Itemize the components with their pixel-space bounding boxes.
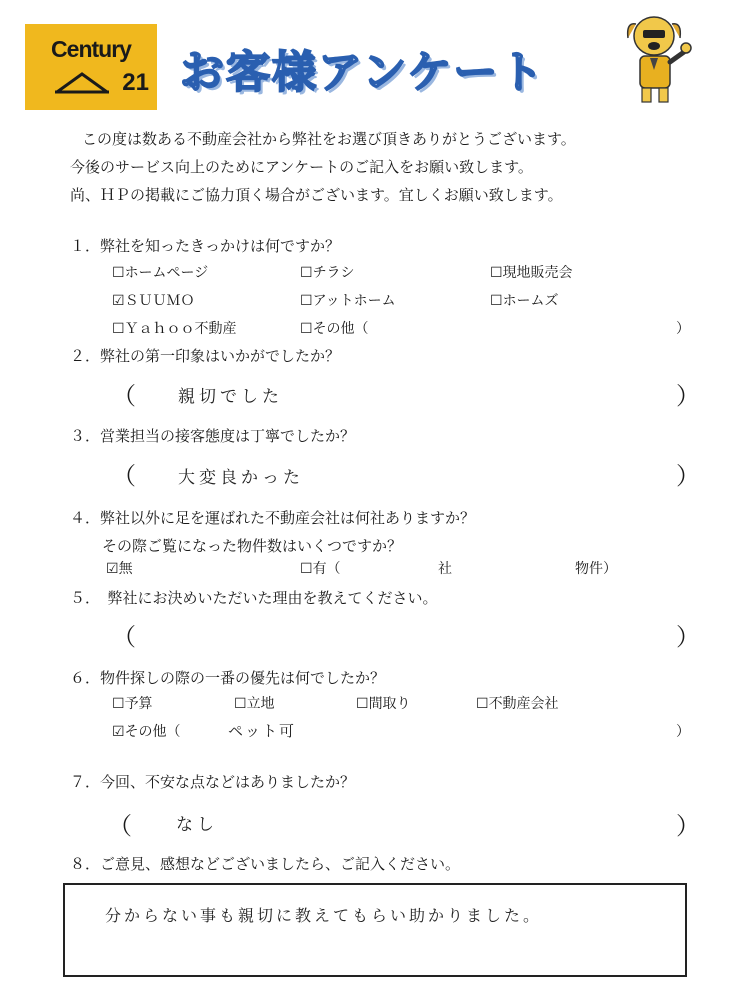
intro-line-2: 今後のサービス向上のためにアンケートのご記入をお願い致します。 xyxy=(70,158,533,176)
option-label: 立地 xyxy=(246,696,275,712)
q2-answer[interactable]: 親切でした xyxy=(178,387,283,407)
q1-option-athome[interactable] xyxy=(300,290,396,310)
option-label: その他（ xyxy=(124,724,181,740)
question-8: ８．ご意見、感想などございましたら、ご記入ください。 xyxy=(70,855,461,873)
q1-option-suumo[interactable] xyxy=(112,290,195,310)
checkbox[interactable]: ☐ xyxy=(234,696,247,712)
q7-answer[interactable]: なし xyxy=(176,815,218,835)
option-label: チラシ xyxy=(312,265,355,281)
question-5: ５． 弊社にお決めいただいた理由を教えてください。 xyxy=(70,589,438,607)
q4-option-yes[interactable] xyxy=(300,558,341,578)
checkbox[interactable]: ☐ xyxy=(300,561,313,577)
q6-other-close-paren: ） xyxy=(676,724,690,740)
option-label: ＳＵＵＭＯ xyxy=(124,293,195,309)
option-label: 間取り xyxy=(368,696,411,712)
q6-option-agency[interactable] xyxy=(476,693,559,713)
q1-option-yahoo[interactable] xyxy=(112,318,237,338)
option-label: 無 xyxy=(118,561,133,577)
question-3: ３．営業担当の接客態度は丁寧でしたか？ xyxy=(70,427,356,445)
logo-text: Century xyxy=(51,36,131,62)
option-label: 有（ xyxy=(312,561,341,577)
checkbox-checked[interactable]: ☑ xyxy=(106,561,119,577)
q8-answer: 分からない事も親切に教えてもらい助かりました。 xyxy=(105,906,543,925)
checkbox[interactable]: ☐ xyxy=(490,265,503,281)
dog-mascot-icon xyxy=(618,8,702,106)
q4-unit-property: 物件） xyxy=(575,561,617,577)
checkbox[interactable]: ☐ xyxy=(300,265,313,281)
checkbox[interactable]: ☐ xyxy=(476,696,489,712)
option-label: アットホーム xyxy=(312,293,396,309)
checkbox[interactable]: ☐ xyxy=(112,696,125,712)
checkbox[interactable]: ☐ xyxy=(356,696,369,712)
question-6: ６．物件探しの際の一番の優先は何でしたか？ xyxy=(70,669,386,687)
question-4-sub: その際ご覧になった物件数はいくつですか？ xyxy=(102,537,403,555)
q4-unit-company: 社 xyxy=(438,561,452,577)
q5-close-paren: ） xyxy=(676,623,700,651)
q5-open-paren: （ xyxy=(112,623,136,651)
option-label: 現地販売会 xyxy=(502,265,573,281)
q3-open-paren: （ xyxy=(112,462,136,490)
q6-option-layout[interactable] xyxy=(356,693,411,713)
q1-option-onsite-sale[interactable] xyxy=(490,262,573,282)
question-4: ４．弊社以外に足を運ばれた不動産会社は何社ありますか？ xyxy=(70,509,476,527)
question-7: ７．今回、不安な点などはありましたか？ xyxy=(70,773,356,791)
q7-open-paren: （ xyxy=(108,812,132,840)
q6-option-location[interactable] xyxy=(234,693,275,713)
option-label: Ｙａｈｏｏ不動産 xyxy=(124,321,237,337)
checkbox-checked[interactable]: ☑ xyxy=(112,724,125,740)
question-1: １．弊社を知ったきっかけは何ですか？ xyxy=(70,237,341,255)
q3-close-paren: ） xyxy=(676,462,700,490)
checkbox[interactable]: ☐ xyxy=(300,321,313,337)
checkbox-checked[interactable]: ☑ xyxy=(112,293,125,309)
question-2: ２．弊社の第一印象はいかがでしたか？ xyxy=(70,347,341,365)
q6-option-budget[interactable] xyxy=(112,693,153,713)
house-roof-icon xyxy=(55,70,109,94)
intro-line-3: 尚、ＨＰの掲載にご協力頂く場合がございます。宜しくお願い致します。 xyxy=(70,186,563,204)
q1-other-close-paren: ） xyxy=(676,321,690,337)
checkbox[interactable]: ☐ xyxy=(490,293,503,309)
century21-logo xyxy=(25,24,157,110)
page-title: お客様アンケート xyxy=(180,47,546,98)
q1-option-homepage[interactable] xyxy=(112,262,208,282)
intro-line-1: この度は数ある不動産会社から弊社をお選び頂きありがとうございます。 xyxy=(82,130,576,148)
checkbox[interactable]: ☐ xyxy=(112,265,125,281)
q4-option-none[interactable] xyxy=(106,558,133,578)
comment-box[interactable] xyxy=(63,883,687,977)
option-label: 不動産会社 xyxy=(488,696,559,712)
option-label: 予算 xyxy=(124,696,153,712)
checkbox[interactable]: ☐ xyxy=(112,321,125,337)
option-label: ホームズ xyxy=(502,293,559,309)
q1-option-flyer[interactable] xyxy=(300,262,355,282)
q3-answer[interactable]: 大変良かった xyxy=(178,468,304,488)
q2-close-paren: ） xyxy=(676,382,700,410)
q7-close-paren: ） xyxy=(676,812,700,840)
q1-option-other[interactable] xyxy=(300,318,369,338)
q6-option-other[interactable] xyxy=(112,721,181,741)
option-label: その他（ xyxy=(312,321,369,337)
option-label: ホームページ xyxy=(124,265,209,281)
q2-open-paren: （ xyxy=(112,382,136,410)
checkbox[interactable]: ☐ xyxy=(300,293,313,309)
q1-option-homes[interactable] xyxy=(490,290,559,310)
q6-other-answer[interactable]: ペット可 xyxy=(228,722,297,740)
logo-number: 21 xyxy=(122,69,149,96)
